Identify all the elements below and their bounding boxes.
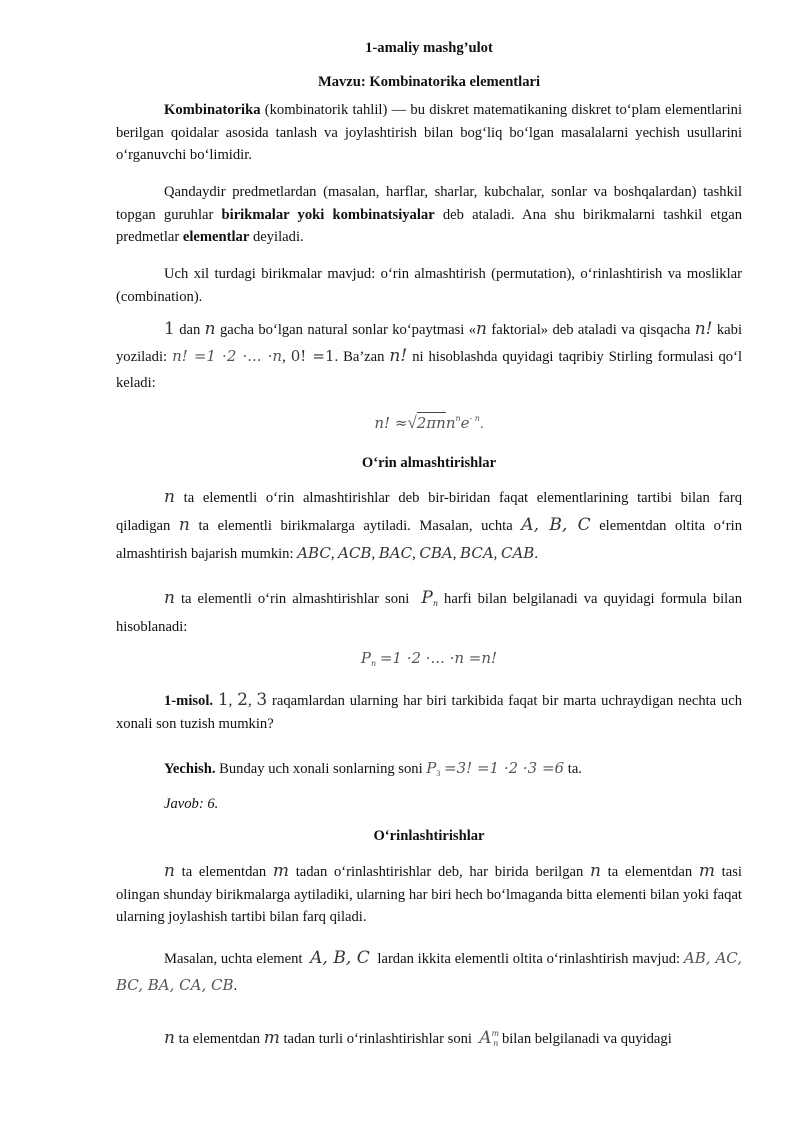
math-one: 1 [164, 319, 175, 339]
page-subtitle: Mavzu: Kombinatorika elementlari [317, 74, 541, 90]
solution-ta: ta. [567, 761, 582, 777]
math-n: n [589, 861, 601, 881]
perm-text-b: qiladigan [116, 518, 171, 534]
example-paragraph: 1-misol. 1, 2, 3 raqamlardan ularning har biri tarkibida faqat bir marta uchraydigan nechta uch xonali son tuzish mumkin? [116, 690, 742, 732]
perm-text-e: almashtirish bajarish mumkin: [116, 546, 294, 562]
solution-label: Yechish. [164, 761, 216, 777]
permutation-count-paragraph [116, 587, 742, 638]
math-n: n [164, 588, 175, 608]
arr-text-a: ta elementdan [181, 864, 267, 880]
math-pairs: AB, AC, BC, BA, CA, CB [116, 949, 743, 994]
def-term-elementlar: elementlar [182, 229, 250, 246]
perm-count-text-c: bilan hisoblanadi: [116, 591, 742, 635]
solution-P-sub: 3 [436, 769, 441, 778]
example-text-a: raqamlardan ularning har biri tarkibida faqat bir marta uchraydigan [271, 693, 674, 709]
factorial-text-6: formulasi qo‘l keladi: [116, 349, 743, 391]
stirling-n: n [445, 414, 456, 432]
perm-count-text-b: harfi bilan belgilanadi va quyidagi formula [444, 591, 707, 607]
math-m: m [272, 861, 289, 881]
sqrt-sign: √ [407, 413, 417, 432]
math-zero-factorial: 0! =1 [290, 347, 335, 365]
math-m: m [698, 861, 715, 881]
perm-acb: ACB [338, 544, 372, 562]
factorial-text-4: . Ba’zan [334, 349, 385, 365]
stirling-e: e [460, 414, 470, 432]
def-text-e: deyiladi. [252, 229, 304, 246]
math-n-factorial: n! [389, 346, 408, 366]
math-P-sub-n: n [432, 599, 439, 608]
math-abc: A, B, C [310, 948, 370, 968]
page-title: 1-amaliy mashg’ulot [365, 40, 493, 56]
math-A-sub-n: n [493, 1039, 499, 1048]
term-kombinatorika: Kombinatorika [164, 102, 261, 118]
perm-cab: CAB [500, 544, 535, 562]
perm-cba: CBA [419, 544, 453, 562]
arr-ex-text-a: Masalan, uchta element [164, 951, 303, 967]
math-n: n [204, 319, 216, 339]
perm-count-text-a: ta elementli o‘rin almashtirishlar soni [180, 591, 410, 607]
arrangement-paragraph [116, 860, 742, 929]
formula-P-sub: n [371, 659, 377, 668]
arr-count-text-c: bilan belgilanadi va quyidagi [501, 1031, 672, 1047]
math-abc: A, B, C [521, 515, 591, 535]
math-P: P [421, 588, 433, 608]
formula-P-rhs: =1 ·2 ·... ·n =n! [379, 649, 498, 667]
perm-text-a: ta elementli o‘rin almashtirishlar deb bir-biridan faqat elementlarining tartibi bilan farq [183, 490, 742, 506]
solution-formula: =3! =1 ·2 ·3 =6 [444, 759, 565, 777]
factorial-text-3: kabi yoziladi: [116, 322, 743, 365]
factorial-text-1: gacha bo‘lgan natural sonlar ko‘paytmasi « [219, 322, 477, 338]
stirling-lhs: n! ≈ [374, 414, 408, 432]
arr-ex-end: . [233, 978, 238, 994]
solution-P: P [426, 759, 437, 777]
permutation-formula [116, 649, 742, 668]
perm-abc: ABC [297, 544, 331, 562]
text-dan: dan [179, 322, 201, 338]
arr-count-text-a: ta elementdan [178, 1031, 261, 1047]
example-text-b: nechta uch xonali son tuzish mumkin? [116, 693, 742, 732]
definition-paragraph [116, 181, 742, 249]
formula-P: P [360, 649, 371, 667]
math-A: A [479, 1028, 492, 1048]
factorial-paragraph [116, 316, 742, 396]
stirling-end: . [479, 416, 484, 432]
arrangement-example-paragraph [116, 945, 742, 999]
stirling-formula [116, 413, 742, 433]
arr-text-c: ta elementdan [607, 864, 693, 880]
math-n: n [164, 487, 175, 507]
arr-ex-text-b: lardan ikkita elementli oltita o‘rinlashtirish mavjud: [377, 951, 681, 967]
types-paragraph: Uch xil turdagi birikmalar mavjud: o‘rin almashtirish (permutation), o‘rinlashtirish va mosliklar (combination). [116, 266, 742, 305]
perm-text-d: elementdan oltita o‘rin [599, 518, 743, 534]
math-n-factorial: n! [694, 319, 713, 339]
intro-paragraph [116, 99, 742, 167]
math-n: n [178, 515, 190, 535]
math-m: m [263, 1028, 280, 1048]
def-term-birikmalar: birikmalar yoki kombinatsiyalar [221, 206, 435, 223]
comma: , [282, 349, 286, 365]
stirling-exp-n: n [455, 414, 461, 423]
permutation-paragraph: n ta elementli o‘rin almashtirishlar deb bir-biridan faqat elementlarining tartibi bilan farq qiladigan n ta elementli birikmalarga aytiladi. Masalan, uchta A, B, C elementdan oltita o‘rin almashtirish bajarish mumkin: ABC, ACB, BAC, CBA, BCA, CAB. [116, 487, 743, 562]
arr-count-text-b: tadan turli o‘rinlashtirishlar soni [283, 1031, 472, 1047]
example-label: 1-misol. [164, 693, 214, 709]
arr-text-d: tasi olingan shunday birikmalarga aytiladiki, ularning har biri hech bo‘lmaganda bitta elementi bilan yoki faqat ularning joylashish tartibi bilan farq qiladi. [116, 864, 742, 926]
digit-2: 2 [237, 690, 248, 710]
digit-3: 3 [256, 690, 268, 710]
math-n: n [476, 319, 487, 339]
perm-bca: BCA [460, 544, 494, 562]
math-factorial-definition: n! =1 ·2 ·... ·n [172, 347, 283, 365]
heading-permutations: O‘rin almashtirishlar [361, 455, 497, 471]
stirling-exp-e: - n [469, 414, 480, 423]
factorial-text-2: faktorial» deb ataladi va qisqacha [491, 322, 691, 338]
intro-text: (kombinatorik tahlil) — bu diskret matematikaning diskret to‘plam elementlarini berilgan qoidalar asosida tanlash va joylashtirish bilan bog‘liq bo‘lgan masalalarni yechish usullarini o‘rganuvchi bo‘limidir. [116, 102, 743, 164]
def-text-a: Qandaydir predmetlardan (masalan, harflar, sharlar, kubchalar, sonlar va boshqalardan) tashkil topgan guruhlar [116, 184, 742, 223]
digit-1: 1 [217, 690, 229, 710]
answer: Javob: 6. [164, 796, 219, 812]
factorial-text-5: ni hisoblashda quyidagi taqribiy Stirling [412, 349, 653, 365]
perm-bac: BAC [378, 544, 413, 562]
solution-paragraph [116, 757, 742, 786]
arrangement-count-paragraph [116, 1023, 742, 1056]
heading-arrangements: O‘rinlashtirishlar [373, 828, 485, 844]
math-n: n [164, 861, 175, 881]
stirling-root: 2πn [416, 414, 446, 432]
perm-text-c: ta elementli birikmalarga aytiladi. Masalan, uchta [198, 518, 513, 534]
arr-text-b: tadan o‘rinlashtirishlar deb, har birida berilgan [295, 864, 584, 880]
math-n: n [164, 1028, 175, 1048]
def-text-c: deb ataladi. Ana shu birikmalarni tashkil etgan predmetlar [116, 206, 742, 246]
solution-text: Bunday uch xonali sonlarning soni [219, 761, 423, 777]
math-A-sup-m: m [491, 1029, 500, 1038]
